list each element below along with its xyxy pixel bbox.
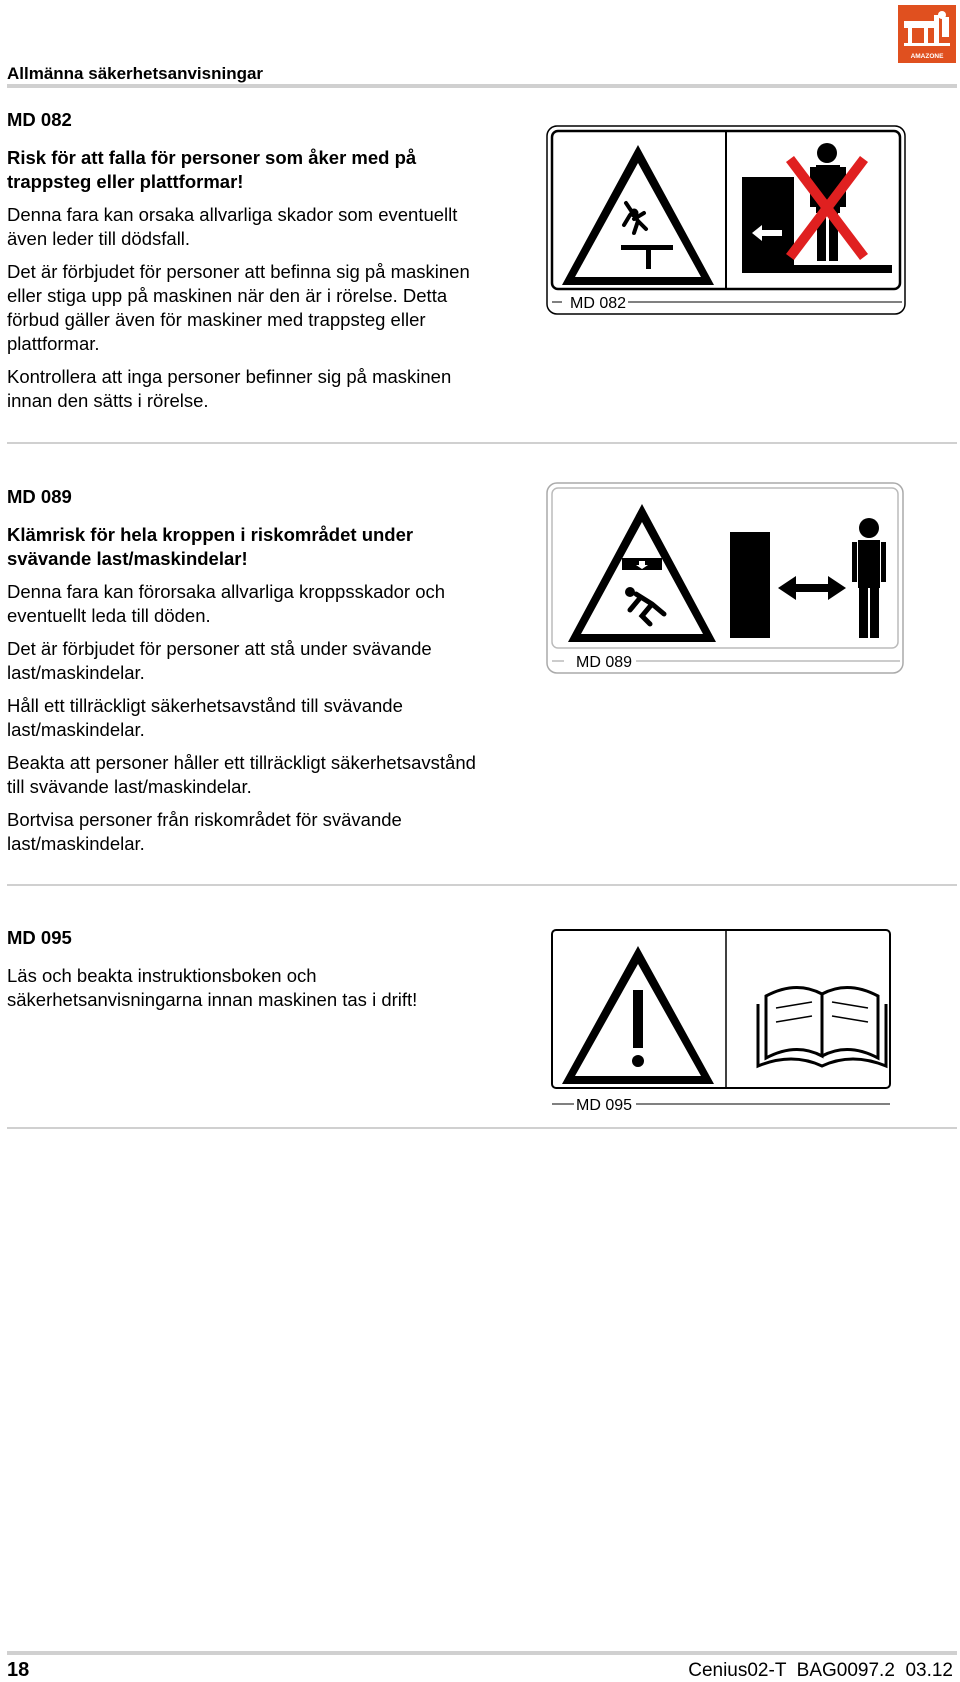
- section-paragraph: Denna fara kan förorsaka allvarliga kroppsskador och eventuellt leda till döden.: [7, 581, 446, 626]
- section-paragraph: Det är förbjudet för personer att stå under svävande last/maskindelar.: [7, 638, 432, 683]
- md089-warning-sign: [546, 482, 904, 674]
- section-divider: [7, 884, 957, 886]
- section-md089: [7, 485, 477, 865]
- sign-label: MD 095: [576, 1097, 633, 1114]
- sign-label: MD 082: [570, 295, 627, 312]
- section-md095: [7, 926, 477, 1021]
- md082-warning-sign: [546, 125, 906, 315]
- header-divider: [7, 84, 957, 88]
- section-divider: [7, 1127, 957, 1129]
- section-code: MD 095: [7, 927, 72, 948]
- section-paragraph: Denna fara kan orsaka allvarliga skador som eventuellt även leder till dödsfall.: [7, 204, 458, 249]
- md095-warning-sign: [546, 924, 896, 1114]
- section-title: Klämrisk för hela kroppen i riskområdet under svävande last/maskindelar!: [7, 524, 414, 569]
- amazone-logo-icon: [898, 5, 956, 63]
- section-paragraph: Läs och beakta instruktionsboken och säkerhetsanvisningarna innan maskinen tas i drift!: [7, 965, 418, 1010]
- section-paragraph: Håll ett tillräckligt säkerhetsavstånd till svävande last/maskindelar.: [7, 695, 403, 740]
- section-md082: [7, 108, 477, 422]
- section-divider: [7, 442, 957, 444]
- page-header-title: Allmänna säkerhetsanvisningar: [7, 64, 264, 83]
- amazone-logo: [898, 5, 956, 63]
- svg-text:AMAZONE: AMAZONE: [910, 53, 944, 60]
- page-number: 18: [7, 1659, 30, 1681]
- section-code: MD 089: [7, 486, 72, 507]
- section-paragraph: Kontrollera att inga personer befinner sig på maskinen innan den sätts i rörelse.: [7, 366, 452, 411]
- section-code: MD 082: [7, 109, 72, 130]
- sign-label: MD 089: [576, 654, 633, 671]
- footer-divider: [7, 1651, 957, 1655]
- section-paragraph: Bortvisa personer från riskområdet för svävande last/maskindelar.: [7, 809, 402, 854]
- section-paragraph: Det är förbjudet för personer att befinna sig på maskinen eller stiga upp på maskinen när den är i rörelse. Detta förbud gäller även för maskiner med trappsteg eller plattformar.: [7, 261, 470, 354]
- document-id: Cenius02-T BAG0097.2 03.12: [688, 1660, 953, 1681]
- section-paragraph: Beakta att personer håller ett tillräckligt säkerhetsavstånd till svävande last/maskindelar.: [7, 752, 476, 797]
- section-title: Risk för att falla för personer som åker med på trappsteg eller plattformar!: [7, 147, 417, 192]
